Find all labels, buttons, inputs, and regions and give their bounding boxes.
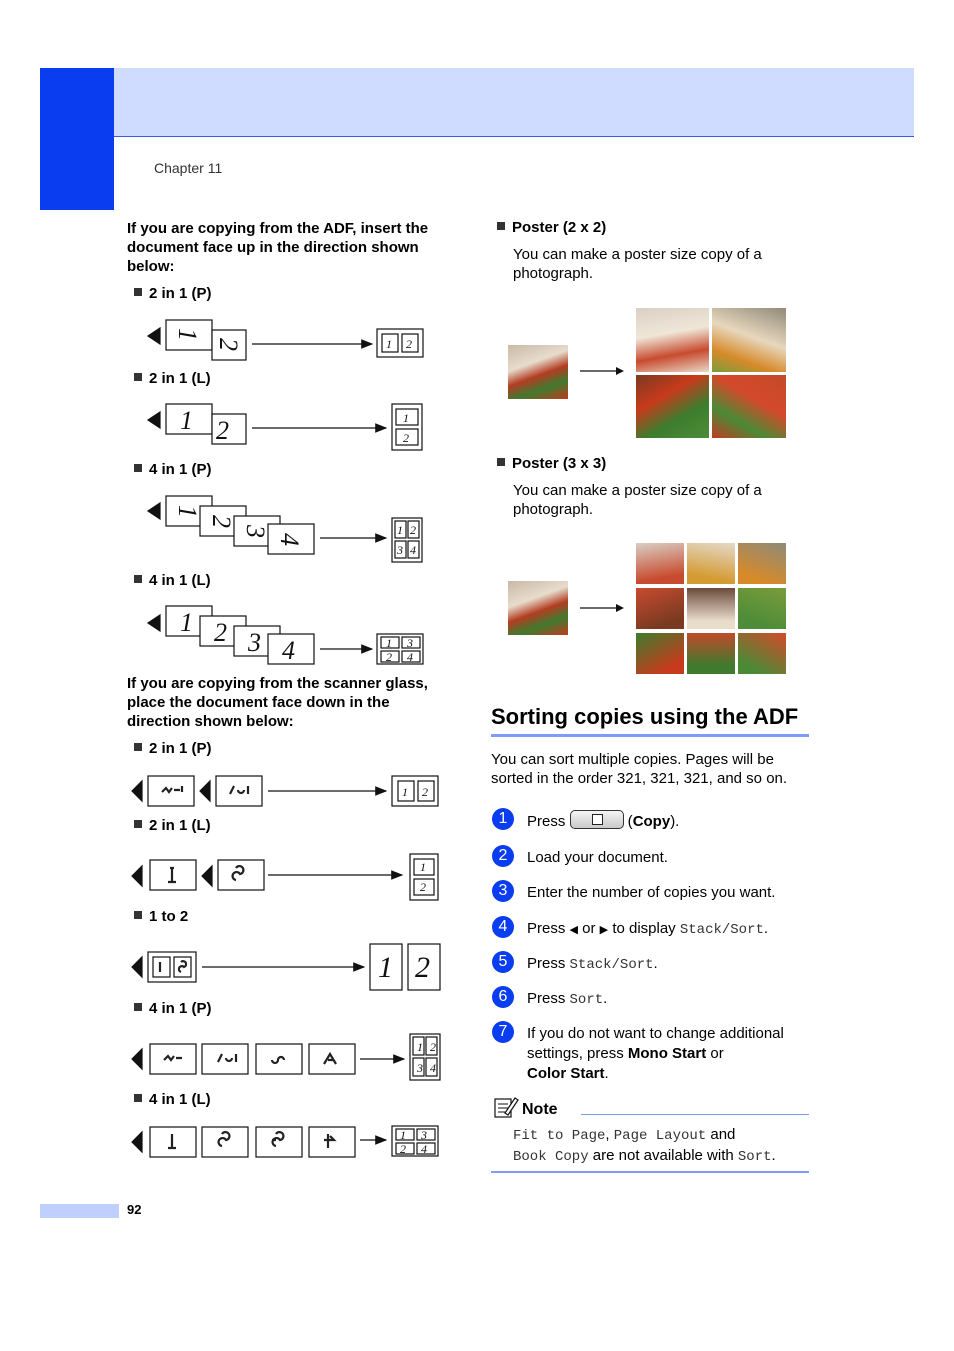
step-number: 7: [492, 1021, 514, 1043]
step-number: 5: [492, 951, 514, 973]
svg-text:1: 1: [417, 1040, 423, 1054]
poster2-desc: You can make a poster size copy of a photograph.: [513, 246, 762, 282]
svg-text:2: 2: [214, 618, 227, 647]
svg-text:1: 1: [173, 505, 202, 518]
svg-text:1: 1: [403, 411, 409, 425]
svg-text:2: 2: [386, 650, 392, 664]
step-number: 4: [492, 916, 514, 938]
svg-text:1: 1: [420, 860, 426, 874]
chapter-tab: [40, 68, 114, 210]
svg-text:1: 1: [180, 608, 193, 637]
note-text: Fit to Page, Page Layout and Book Copy are not available with Sort.: [513, 1126, 776, 1165]
glass-item-2in1p: 2 in 1 (P): [134, 740, 212, 757]
svg-text:3: 3: [397, 543, 403, 557]
svg-text:3: 3: [417, 1061, 423, 1075]
step-7: If you do not want to change additional settings, press Mono Start or Color Start.: [527, 1025, 784, 1082]
section-title-rule: [491, 734, 809, 737]
direction-arrow-icon: [148, 615, 160, 631]
svg-text:4: 4: [430, 1061, 436, 1075]
direction-arrow-icon: [132, 957, 142, 977]
step-2: Load your document.: [527, 849, 668, 866]
poster2-grid: [636, 308, 786, 438]
svg-text:1: 1: [400, 1128, 406, 1142]
svg-text:2: 2: [216, 416, 229, 445]
poster3-grid: [636, 543, 786, 674]
step-number: 3: [492, 880, 514, 902]
svg-text:4: 4: [421, 1142, 427, 1156]
svg-text:1: 1: [386, 636, 392, 650]
note-label: Note: [522, 1101, 558, 1118]
note-pencil-icon: [493, 1095, 519, 1119]
poster3-title: Poster (3 x 3): [497, 455, 606, 472]
adf-item-4in1l: 4 in 1 (L): [134, 572, 211, 589]
svg-text:3: 3: [248, 628, 261, 657]
direction-arrow-icon: [132, 1132, 142, 1152]
svg-text:2: 2: [415, 951, 430, 984]
section-intro: You can sort multiple copies. Pages will be sorted in the order 321, 321, 321, and so on.: [491, 751, 788, 787]
direction-arrow-icon: [132, 866, 142, 886]
step-5: Press Stack/Sort.: [527, 955, 658, 973]
svg-text:2: 2: [207, 515, 236, 528]
note-rule: [581, 1114, 809, 1115]
note-bottom-rule: [491, 1171, 809, 1173]
svg-text:2: 2: [400, 1142, 406, 1156]
page-number: 92: [127, 1202, 142, 1217]
svg-text:2: 2: [420, 880, 426, 894]
direction-arrow-icon: [148, 328, 160, 344]
svg-text:4: 4: [410, 543, 416, 557]
poster3-arrow: [578, 601, 628, 615]
copy-button-icon: [570, 810, 624, 829]
svg-text:1: 1: [378, 951, 393, 984]
adf-diagrams: [140, 312, 440, 672]
glass-item-1to2: 1 to 2: [134, 908, 188, 925]
svg-text:2: 2: [214, 338, 243, 351]
step-number: 1: [492, 808, 514, 830]
svg-text:4: 4: [275, 533, 304, 546]
step-3: Enter the number of copies you want.: [527, 884, 776, 901]
svg-text:2: 2: [430, 1040, 436, 1054]
header-band: [114, 68, 914, 137]
svg-text:2: 2: [422, 785, 428, 799]
direction-arrow-icon: [132, 1049, 142, 1069]
svg-text:4: 4: [282, 636, 295, 665]
svg-text:1: 1: [386, 337, 392, 351]
glass-item-2in1l: 2 in 1 (L): [134, 817, 211, 834]
direction-arrow-icon: [148, 503, 160, 519]
svg-text:2: 2: [406, 337, 412, 351]
svg-text:1: 1: [180, 406, 193, 435]
right-arrow-icon: ▶: [599, 924, 609, 936]
step-6: Press Sort.: [527, 990, 608, 1008]
glass-item-4in1l: 4 in 1 (L): [134, 1091, 211, 1108]
adf-item-2in1p: 2 in 1 (P): [134, 285, 212, 302]
svg-text:3: 3: [241, 525, 270, 538]
direction-arrow-icon: [148, 412, 160, 428]
svg-text:1: 1: [402, 785, 408, 799]
svg-text:2: 2: [410, 523, 416, 537]
step-number: 2: [492, 845, 514, 867]
chapter-label: Chapter 11: [154, 160, 223, 176]
svg-text:1: 1: [397, 523, 403, 537]
glass-intro: If you are copying from the scanner glass, place the document face down in the direction shown below:: [127, 675, 428, 730]
glass-item-4in1p: 4 in 1 (P): [134, 1000, 212, 1017]
poster2-title: Poster (2 x 2): [497, 219, 606, 236]
adf-item-4in1p: 4 in 1 (P): [134, 461, 212, 478]
step-1: Press (Copy).: [527, 810, 679, 832]
svg-text:2: 2: [403, 431, 409, 445]
direction-arrow-icon: [132, 781, 142, 801]
svg-text:1: 1: [173, 328, 202, 341]
glass-diagrams: [128, 770, 444, 1162]
adf-intro: If you are copying from the ADF, insert the document face up in the direction shown below:: [127, 220, 429, 275]
svg-text:3: 3: [407, 636, 413, 650]
step-4: Press ◀ or ▶ to display Stack/Sort.: [527, 920, 769, 938]
source-photo: [508, 581, 568, 635]
section-title: Sorting copies using the ADF: [491, 704, 799, 729]
adf-item-2in1l: 2 in 1 (L): [134, 370, 211, 387]
svg-text:4: 4: [407, 650, 413, 664]
left-arrow-icon: ◀: [569, 924, 578, 936]
poster3-desc: You can make a poster size copy of a photograph.: [513, 482, 762, 518]
step-number: 6: [492, 986, 514, 1008]
svg-text:3: 3: [421, 1128, 427, 1142]
source-photo: [508, 345, 568, 399]
poster2-arrow: [578, 364, 628, 378]
footer-bar: [40, 1204, 119, 1218]
